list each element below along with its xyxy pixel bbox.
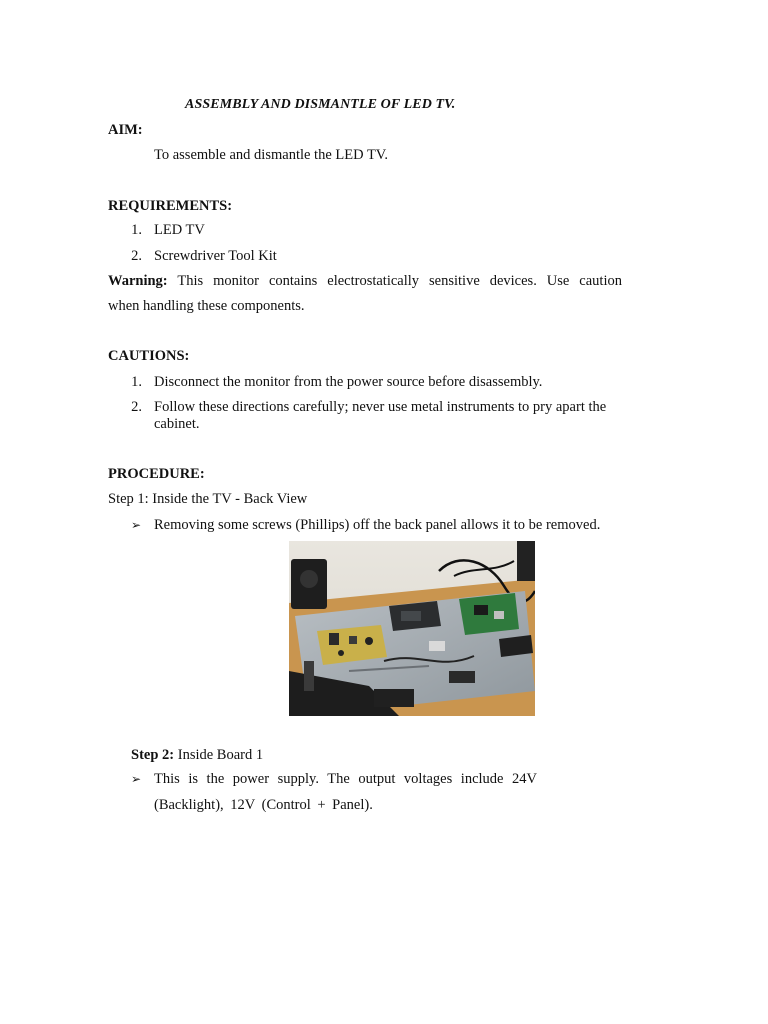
step-2-label: Step 2: [131, 747, 175, 763]
step-2-bullet-line-2: (Backlight), 12V (Control + Panel). [154, 797, 373, 813]
caution-item-continued: cabinet. [154, 416, 200, 432]
tv-back-view-photo [289, 541, 535, 716]
arrow-bullet-icon: ➢ [131, 518, 142, 532]
warning-text: This monitor contains electrostatically sensitive devices. Use caution [177, 273, 622, 289]
step-2-title: Inside Board 1 [177, 747, 264, 763]
requirement-item: Screwdriver Tool Kit [154, 248, 277, 264]
step-2-bullet-line-1: This is the power supply. The output voltages include 24V [154, 771, 537, 787]
caution-item: Follow these directions carefully; never use metal instruments to pry apart the [154, 399, 607, 415]
warning-label: Warning: [108, 273, 168, 289]
aim-heading: AIM: [108, 122, 143, 138]
arrow-bullet-icon: ➢ [131, 772, 142, 786]
aim-text: To assemble and dismantle the LED TV. [154, 147, 389, 163]
requirements-heading: REQUIREMENTS: [108, 198, 233, 214]
requirement-item: LED TV [154, 222, 205, 238]
requirement-number: 2. [131, 248, 142, 264]
warning-line-2: when handling these components. [108, 298, 305, 314]
cautions-heading: CAUTIONS: [108, 348, 190, 364]
step-1-label: Step 1: Inside the TV - Back View [108, 491, 308, 507]
requirement-number: 1. [131, 222, 142, 238]
procedure-heading: PROCEDURE: [108, 466, 205, 482]
page-title: ASSEMBLY AND DISMANTLE OF LED TV. [185, 97, 456, 112]
caution-item: Disconnect the monitor from the power source before disassembly. [154, 374, 543, 390]
warning-line-1 [108, 273, 622, 290]
step-2-line [131, 747, 263, 764]
step-1-bullet: Removing some screws (Phillips) off the back panel allows it to be removed. [154, 517, 601, 533]
caution-number: 1. [131, 374, 142, 390]
caution-number: 2. [131, 399, 142, 415]
